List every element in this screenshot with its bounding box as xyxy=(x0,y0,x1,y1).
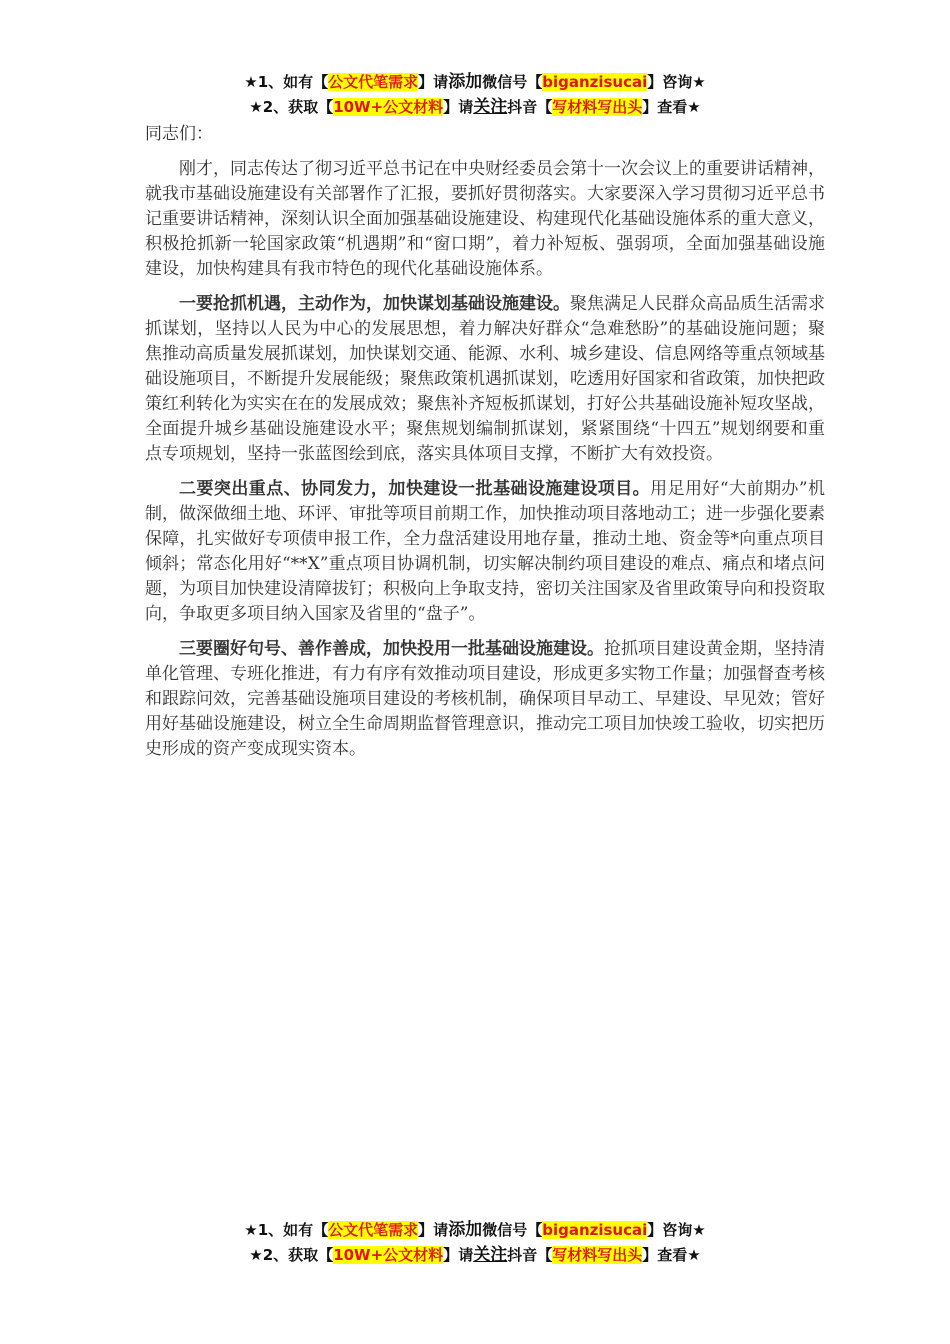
footer-highlight-materials: 10W+公文材料 xyxy=(333,1246,444,1264)
highlight-wechat-id: biganzisucai xyxy=(542,73,648,91)
footer-highlight-service: 公文代笔需求 xyxy=(328,1221,419,1239)
paragraph-intro: 刚才，同志传达了彻习近平总书记在中央财经委员会第十一次会议上的重要讲话精神，就我市基础设施建设有关部署作了汇报，要抓好贯彻落实。大家要深入学习贯彻习近平总书记重要讲话精神，深刻认识全面加强基础设施建设、构建现代化基础设施体系的重大意义，积极抢抓新一轮国家政策“机遇期”和“窗口期”，着力补短板、强弱项，全面加强基础设施建设，加快构建具有我市特色的现代化基础设施体系。 xyxy=(145,159,825,279)
footer-highlight-wechat-id: biganzisucai xyxy=(542,1221,648,1239)
point-3-heading: 三要圈好句号、善作善成，加快投用一批基础设施建设。 xyxy=(179,639,604,659)
paragraph-point-1: 一要抢抓机遇，主动作为，加快谋划基础设施建设。聚焦满足人民群众高品质生活需求抓谋划，坚持以人民为中心的发展思想，着力解决好群众“急难愁盼”的基础设施问题；聚焦推动高质量发展抓谋划，加快谋划交通、能源、水利、城乡建设、信息网络等重点领域基础设施项目，不断提升发展能级；聚焦政策机遇抓谋划，吃透用好国家和省政策，加快把政策红利转化为实实在在的发展成效；聚焦补齐短板抓谋划，打好公共基础设施补短攻坚战，全面提升城乡基础设施建设水平；聚焦规划编制抓谋划，紧紧围绕“十四五”规划纲要和重点专项规划，坚持一张蓝图绘到底，落实具体项目支撑，不断扩大有效投资。 xyxy=(145,294,825,464)
footer-line-1: ★1、如有【公文代笔需求】请添加微信号【biganzisucai】咨询★ xyxy=(244,1220,706,1240)
banner-line-1: ★1、如有【公文代笔需求】请添加微信号【biganzisucai】咨询★ xyxy=(244,72,706,92)
footer-highlight-douyin-account: 写材料写出头 xyxy=(552,1246,643,1264)
greeting: 同志们： xyxy=(145,124,213,144)
document-body xyxy=(145,122,825,772)
paragraph-point-3: 三要圈好句号、善作善成，加快投用一批基础设施建设。抢抓项目建设黄金期，坚持清单化管理、专班化推进，有力有序有效推动项目建设，形成更多实物工作量；加强督查考核和跟踪问效，完善基础设施项目建设的考核机制，确保项目早动工、早建设、早见效；管好用好基础设施建设，树立全生命周期监督管理意识，推动完工项目加快竣工验收，切实把历史形成的资产变成现实资本。 xyxy=(145,639,825,759)
paragraph-point-2: 二要突出重点、协同发力，加快建设一批基础设施建设项目。用足用好“大前期办”机制，做深做细土地、环评、审批等项目前期工作，加快推动项目落地动工；进一步强化要素保障，扎实做好专项债申报工作，全力盘活建设用地存量，推动土地、资金等*向重点项目倾斜；常态化用好“**X”重点项目协调机制，切实解决制约项目建设的难点、痛点和堵点问题，为项目加快建设清障拔钉；积极向上争取支持，密切关注国家及省里政策导向和投资取向，争取更多项目纳入国家及省里的“盘子”。 xyxy=(145,479,825,624)
highlight-douyin-account: 写材料写出头 xyxy=(552,98,643,116)
footer-banner xyxy=(0,1218,950,1268)
point-2-heading: 二要突出重点、协同发力，加快建设一批基础设施建设项目。 xyxy=(179,479,651,499)
highlight-materials: 10W+公文材料 xyxy=(333,98,444,116)
header-banner xyxy=(0,70,950,120)
footer-line-2: ★2、获取【10W+公文材料】请关注抖音【写材料写出头】查看★ xyxy=(249,1245,701,1265)
point-1-heading: 一要抢抓机遇，主动作为，加快谋划基础设施建设。 xyxy=(179,294,570,314)
banner-line-2: ★2、获取【10W+公文材料】请关注抖音【写材料写出头】查看★ xyxy=(249,97,701,117)
highlight-service: 公文代笔需求 xyxy=(328,73,419,91)
